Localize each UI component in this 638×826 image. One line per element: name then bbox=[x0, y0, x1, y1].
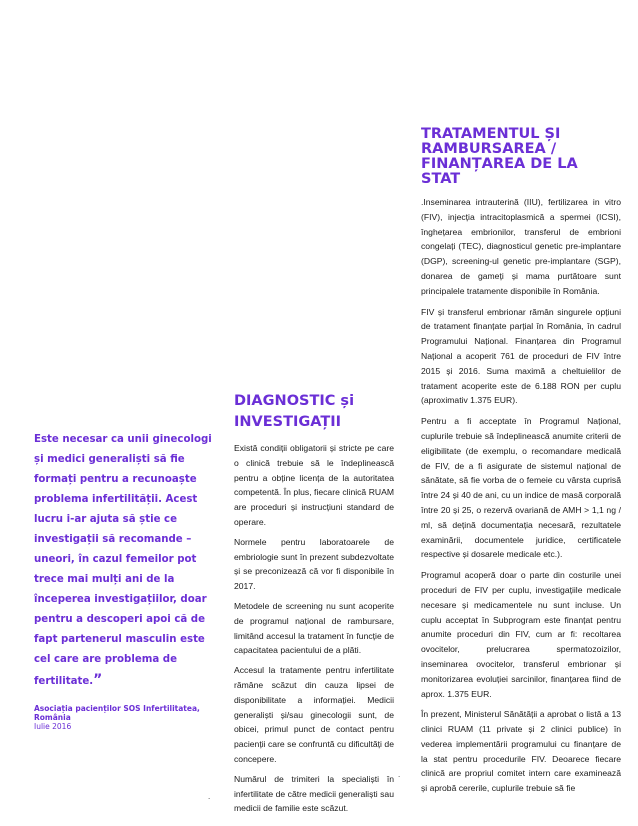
quote-source-country: România bbox=[34, 713, 71, 722]
tratament-paragraph: Programul acoperă doar o parte din costurile unei proceduri de FIV per cuplu, investigațiile medicale necesare și medicamentele nu sunt incluse. Un cuplu acceptat în Subprogram este finanțat pentru anumite proceduri din FIV, cum ar fi: recoltarea ovocitelor, prelucrarea spermatozoizilor, inseminarea ovocitelor, transferul embrionar și monitorizarea evoluției sarcinilor, finanțarea fiind de aprox. 1.375 EUR. bbox=[421, 570, 621, 699]
stray-dot: . bbox=[398, 770, 401, 779]
quote-close-mark: ” bbox=[93, 672, 103, 688]
diagnostic-heading: DIAGNOSTIC și INVESTIGAȚII bbox=[234, 393, 355, 430]
diagnostic-paragraph: Accesul la tratamente pentru infertilitate rămâne scăzut din cauza lipsei de disponibilitate a informației. Medicii generaliști și/sau ginecologii sunt, de obicei, primul punct de contact pentru pacienții care se confruntă cu dificultăți de concepere. bbox=[234, 665, 394, 764]
diagnostic-paragraph: Numărul de trimiteri la specialiști în infertilitate de către medicii generaliști sau medicii de familie este scăzut. bbox=[234, 773, 394, 814]
diagnostic-paragraph: Există condiții obligatorii și stricte pe care o clinică trebuie să le îndeplinească pentru a obține licența de la autoritatea competentă. În plus, fiecare clinică RUAM are proceduri și instrucțiuni standard de operare. bbox=[234, 443, 394, 527]
tratament-paragraph: Pentru a fi acceptate în Programul Național, cuplurile trebuie să îndeplinească anumite criterii de eligibilitate (de exemplu, o recomandare medicală de FIV, de a fi asigurate de sistemul național de sănătate, să fie vorba de o femeie cu vârsta cuprisă între 24 și 40 de ani, cu un indice de masă corporală între 20 și 25, o rezervă ovariană de AMH > 1,1 ng / ml, să dețină documentația necesară, rezultatele examinării, documentele juridice, certificatele respective și dosarele medicale etc.). bbox=[421, 416, 621, 560]
tratament-paragraph: În prezent, Ministerul Sănătății a aprobat o listă a 13 clinici RUAM (11 private și 2 clinici publice) în vederea implementării programului cu finanțare de la stat pentru procedurile FIV. Deoarece fiecare clinică are propriul comitet intern care examinează și aprobă cererile, cuplurile trebuie să fie bbox=[421, 709, 621, 794]
tratament-paragraph: FIV și transferul embrionar rămân singurele opțiuni de tratament finanțate parțial în România, în cadrul Programului Național. Finanțarea din Programul Național a acoperit 761 de proceduri de FIV între 2015 și 2016. Suma maximă a cheltuielilor de tratament acoperite este de 6.188 RON per cuplu (aproximativ 1.375 EUR). bbox=[421, 306, 621, 406]
tratament-section bbox=[421, 127, 621, 802]
diagnostic-paragraph: Metodele de screening nu sunt acoperite de programul național de rambursare, limitând accesul la tratament în funcție de capacitatea pacientului de a plăti. bbox=[234, 600, 394, 656]
stray-dot: . bbox=[208, 792, 211, 801]
diagnostic-body bbox=[234, 441, 394, 816]
diagnostic-section bbox=[234, 391, 394, 821]
quote-source bbox=[34, 704, 214, 731]
pull-quote bbox=[34, 430, 214, 731]
quote-date: Iulie 2016 bbox=[34, 722, 72, 731]
quote-source-org: Asociația pacienților SOS Infertilitatea, bbox=[34, 704, 200, 713]
tratament-paragraph: .Inseminarea intrauterină (IIU), fertilizarea in vitro (FIV), injecția intracitoplasmică a spermei (ICSI), înghețarea embrionilor, transferul de embrioni congelați (TEC), diagnosticul genetic pre-implantare (DGP), screening-ul genetic pre-implantare (SGP), donarea de gameți și mama purtătoare sunt principalele tratamente disponibile în România. bbox=[421, 197, 621, 296]
diagnostic-paragraph: Normele pentru laboratoarele de embriologie sunt în prezent subdezvoltate și se preconizează că vor fi disponibile în 2017. bbox=[234, 536, 394, 592]
tratament-body bbox=[421, 195, 621, 796]
tratament-heading: TRATAMENTUL ȘI RAMBURSAREA / FINANȚAREA DE LA STAT bbox=[421, 126, 578, 187]
quote-text: Este necesar ca unii ginecologi și medici generaliști să fie formați pentru a recunoaște problema infertilității. Acest lucru i-ar ajuta să știe ce investigații să recomande – uneori, în cazul femeilor pot trece mai mulți ani de la începerea investigațiilor, doar pentru a descoperi apoi că de fapt partenerul masculin este cel care are problema de fertilitate.” bbox=[34, 434, 212, 688]
